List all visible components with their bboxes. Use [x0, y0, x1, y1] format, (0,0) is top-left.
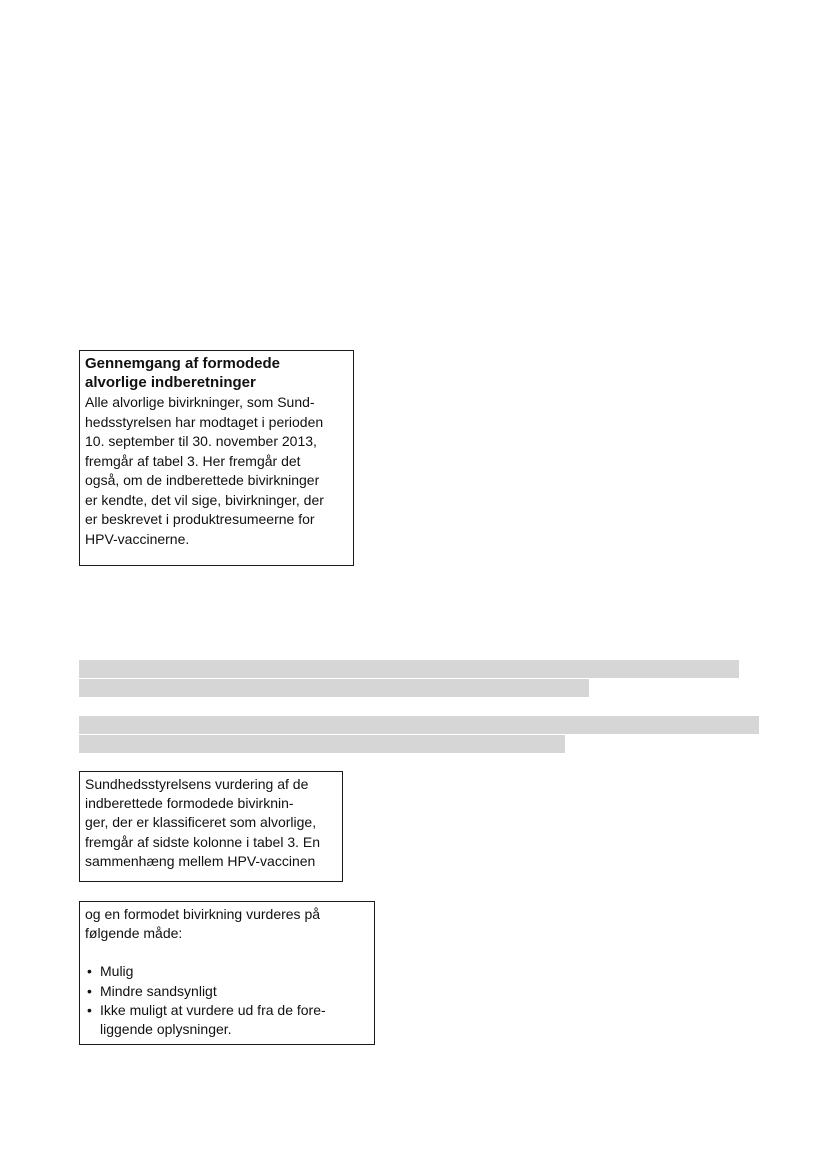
review-heading-line: alvorlige indberetninger [85, 374, 256, 391]
review-body-line: hedsstyrelsen har modtaget i perioden [85, 413, 324, 430]
assessment-body [85, 775, 337, 871]
assessment-line: indberettede formodede bivirknin- [85, 795, 294, 812]
assessment-intro-line: følgende måde: [85, 925, 183, 942]
bullet-item-line: Mindre sandsynligt [100, 982, 217, 999]
review-heading-line: Gennemgang af formodede [85, 355, 281, 372]
review-text-box [79, 350, 354, 566]
assessment-bullet-list [85, 962, 369, 1039]
redaction-bar [79, 660, 739, 678]
review-body-line: er beskrevet i produktresumeerne for [85, 511, 315, 527]
bullet-item-line: Mulig [100, 963, 134, 980]
bullet-item [85, 1001, 369, 1039]
redaction-bar [79, 679, 589, 697]
assessment-intro [85, 905, 369, 943]
review-heading [85, 354, 348, 392]
review-body-line: også, om de indberettede bivirkninger [85, 472, 320, 488]
review-body-line: er kendte, det vil sige, bivirkninger, der [85, 491, 324, 508]
redaction-bar [79, 716, 759, 734]
redaction-bar [79, 735, 565, 753]
bullet-item [85, 962, 369, 981]
review-body-line: 10. september til 30. november 2013, [85, 433, 317, 449]
review-body-line: HPV-vaccinerne. [85, 530, 190, 547]
bullet-item-line: liggende oplysninger. [100, 1021, 232, 1038]
review-body-line: fremgår af tabel 3. Her fremgår det [85, 452, 301, 469]
assessment-continued-box [79, 901, 375, 1045]
assessment-line: Sundhedsstyrelsens vurdering af de [85, 776, 309, 792]
review-body-line: Alle alvorlige bivirkninger, som Sund- [85, 394, 315, 410]
bullet-item [85, 982, 369, 1001]
assessment-line: fremgår af sidste kolonne i tabel 3. En [85, 833, 321, 850]
review-body [85, 393, 348, 549]
bullet-item-line: Ikke muligt at vurdere ud fra de fore- [100, 1001, 326, 1018]
assessment-line: sammenhæng mellem HPV-vaccinen [85, 852, 316, 869]
assessment-line: ger, der er klassificeret som alvorlige, [85, 814, 317, 831]
assessment-intro-line: og en formodet bivirkning vurderes på [85, 906, 321, 922]
assessment-text-box [79, 771, 343, 882]
